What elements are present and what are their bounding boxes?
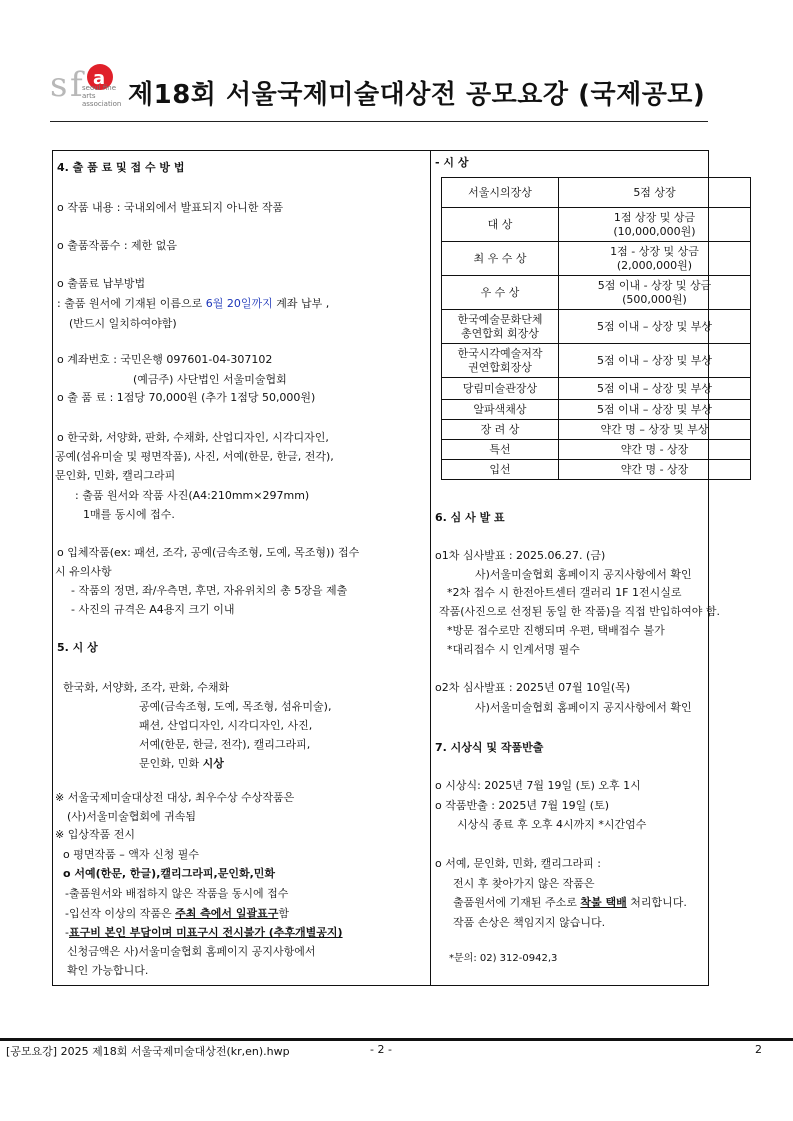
svg-text:a: a	[93, 68, 106, 89]
footer-page-number: 2	[755, 1043, 762, 1056]
award-description: 1점 상장 및 상금 (10,000,000원)	[559, 208, 751, 242]
deadline-date: 6월 20일까지	[205, 297, 273, 310]
frame-required: o 평면작품 – 액자 신청 필수	[63, 848, 199, 861]
contact-info: *문의: 02) 312-0942,3	[449, 953, 558, 964]
award-name: 특선	[442, 440, 559, 460]
fee-info-note-2: 확인 가능합니다.	[67, 964, 149, 977]
account-holder: (예금주) 사단법인 서울미술협회	[133, 373, 287, 386]
calligraphy-note: o 서예(한문, 한글),캘리그라피,문인화,민화	[63, 867, 276, 880]
fee-note: (반드시 일치하여야함)	[69, 317, 177, 330]
award-name: 알파색채상	[442, 400, 559, 420]
award-description: 5점 이내 – 상장 및 부상	[559, 378, 751, 400]
footer-filename: [공모요강] 2025 제18회 서울국제미술대상전(kr,en).hwp	[6, 1045, 290, 1058]
pickup-time: 시상식 종료 후 오후 4시까지 *시간엄수	[457, 818, 647, 831]
award-row	[442, 420, 751, 440]
award-row	[442, 378, 751, 400]
second-round-result: o2차 심사발표 : 2025년 07월 10일(목)	[435, 681, 631, 694]
entry-count: o 출품작품수 : 제한 없음	[57, 239, 178, 252]
footer-rule	[0, 1038, 793, 1041]
award-heading: - 시 상	[435, 156, 469, 169]
second-round-delivery: *2차 접수 시 한전아트센터 갤러리 1F 1전시실로	[447, 586, 682, 599]
award-description: 5점 이내 – 상장 및 부상	[559, 310, 751, 344]
award-row	[442, 460, 751, 480]
award-description: 5점 상장	[559, 178, 751, 208]
award-description: 약간 명 - 상장	[559, 460, 751, 480]
3d-works-note-2: 시 유의사항	[55, 565, 112, 578]
award-table	[441, 177, 751, 480]
3d-works-note: o 입체작품(ex: 패션, 조각, 공예(금속조형, 도예, 목조형)) 접수	[57, 546, 360, 559]
award-row	[442, 276, 751, 310]
award-description: 약간 명 – 상장 및 부상	[559, 420, 751, 440]
award-categories-4: 서예(한문, 한글, 전각), 캘리그라피,	[139, 738, 311, 751]
fee-info-note: 신청금액은 사)서울미술협회 홈페이지 공지사항에서	[67, 945, 316, 958]
award-name: 최 우 수 상	[442, 242, 559, 276]
svg-text:s: s	[50, 65, 68, 105]
first-round-result: o1차 심사발표 : 2025.06.27. (금)	[435, 549, 606, 562]
entry-content: o 작품 내용 : 국내외에서 발표되지 아니한 작품	[57, 201, 284, 214]
unmounted-note: -출품원서와 배접하지 않은 작품을 동시에 접수	[65, 887, 289, 900]
award-description: 1점 - 상장 및 상금 (2,000,000원)	[559, 242, 751, 276]
award-name: 당림미술관장상	[442, 378, 559, 400]
ownership-note-2: (사)서울미술협회에 귀속됨	[67, 810, 196, 823]
entry-fee: o 출 품 료 : 1점당 70,000원 (추가 1점당 50,000원)	[57, 391, 316, 404]
3d-photo-rule: - 작품의 정면, 좌/우측면, 후면, 자유위치의 총 5장을 제출	[71, 584, 348, 597]
first-round-check: 사)서울미술협회 홈페이지 공지사항에서 확인	[475, 568, 692, 581]
award-row	[442, 400, 751, 420]
award-row	[442, 310, 751, 344]
account-number: o 계좌번호 : 국민은행 097601-04-307102	[57, 353, 273, 366]
award-name: 우 수 상	[442, 276, 559, 310]
content-box	[52, 150, 720, 986]
sfa-logo	[50, 62, 120, 118]
damage-note: 작품 손상은 책임지지 않습니다.	[453, 916, 606, 929]
fee-deadline: : 출품 원서에 기재된 이름으로 6월 20일까지 계좌 납부 ,	[57, 297, 330, 310]
proxy-note: *대리접수 시 인계서명 필수	[447, 643, 580, 656]
photo-size-rule: - 사진의 규격은 A4용지 크기 이내	[71, 603, 235, 616]
logo-caption: seoul fine arts association	[82, 84, 122, 108]
ceremony-date: o 시상식: 2025년 7월 19일 (토) 오후 1시	[435, 779, 641, 792]
svg-text:f: f	[70, 65, 83, 105]
award-row	[442, 208, 751, 242]
award-categories-3: 패션, 산업디자인, 시각디자인, 사진,	[139, 719, 313, 732]
visit-only-note: *방문 접수로만 진행되며 우편, 택배접수 불가	[447, 624, 665, 637]
award-row	[442, 344, 751, 378]
section5-heading: 5. 시 상	[57, 641, 98, 654]
mounting-cost-note: -표구비 본인 부담이며 미표구시 전시불가 (추후개별공지)	[65, 926, 343, 939]
page-title: 제18회 서울국제미술대상전 공모요강 (국제공모)	[128, 80, 706, 110]
award-name: 서울시의장상	[442, 178, 559, 208]
return-note-3: 출품원서에 기재된 주소로 착불 택배 처리합니다.	[453, 896, 687, 909]
pickup-date: o 작품반출 : 2025년 7월 19일 (토)	[435, 799, 609, 812]
footer-page-center: - 2 -	[370, 1043, 392, 1056]
second-round-delivery-2: 작품(사진으로 선정된 동일 한 작품)을 직접 반입하여야 함.	[439, 605, 720, 618]
award-description: 5점 이내 – 상장 및 부상	[559, 400, 751, 420]
return-note: o 서예, 문인화, 민화, 캘리그라피 :	[435, 857, 601, 870]
photo-requirement: : 출품 원서와 작품 사진(A4:210mm×297mm)	[75, 489, 310, 502]
second-round-check: 사)서울미술협회 홈페이지 공지사항에서 확인	[475, 701, 692, 714]
award-row	[442, 440, 751, 460]
header-rule	[50, 121, 708, 122]
award-row	[442, 242, 751, 276]
award-description: 5점 이내 - 상장 및 상금 (500,000원)	[559, 276, 751, 310]
award-description: 5점 이내 – 상장 및 부상	[559, 344, 751, 378]
award-name: 한국예술문화단체 총연합회 회장상	[442, 310, 559, 344]
categories-3: 문인화, 민화, 캘리그라피	[55, 469, 176, 482]
categories-1: o 한국화, 서양화, 판화, 수채화, 산업디자인, 시각디자인,	[57, 431, 329, 444]
award-categories-2: 공예(금속조형, 도예, 목조형, 섬유미술),	[139, 700, 332, 713]
mounting-note: -입선작 이상의 작품은 주최 측에서 일괄표구함	[65, 907, 290, 920]
section4-heading: 4. 출 품 료 및 접 수 방 법	[57, 161, 185, 174]
award-name: 한국시각예술저작 권연합회장상	[442, 344, 559, 378]
award-categories-1: 한국화, 서양화, 조각, 판화, 수채화	[63, 681, 230, 694]
photo-count: 1매를 동시에 접수.	[83, 508, 175, 521]
award-name: 대 상	[442, 208, 559, 242]
award-categories-5: 문인화, 민화 시상	[139, 757, 224, 770]
section7-heading: 7. 시상식 및 작품반출	[435, 741, 544, 754]
fee-method: o 출품료 납부방법	[57, 277, 146, 290]
categories-2: 공예(섬유미술 및 평면작품), 사진, 서예(한문, 한글, 전각),	[55, 450, 334, 463]
ownership-note: ※ 서울국제미술대상전 대상, 최우수상 수상작품은	[55, 791, 295, 804]
award-row	[442, 178, 751, 208]
award-name: 장 려 상	[442, 420, 559, 440]
return-note-2: 전시 후 찾아가지 않은 작품은	[453, 877, 595, 890]
right-column	[431, 151, 720, 985]
exhibition-note: ※ 입상작품 전시	[55, 828, 135, 841]
award-name: 입선	[442, 460, 559, 480]
section6-heading: 6. 심 사 발 표	[435, 511, 505, 524]
award-description: 약간 명 - 상장	[559, 440, 751, 460]
